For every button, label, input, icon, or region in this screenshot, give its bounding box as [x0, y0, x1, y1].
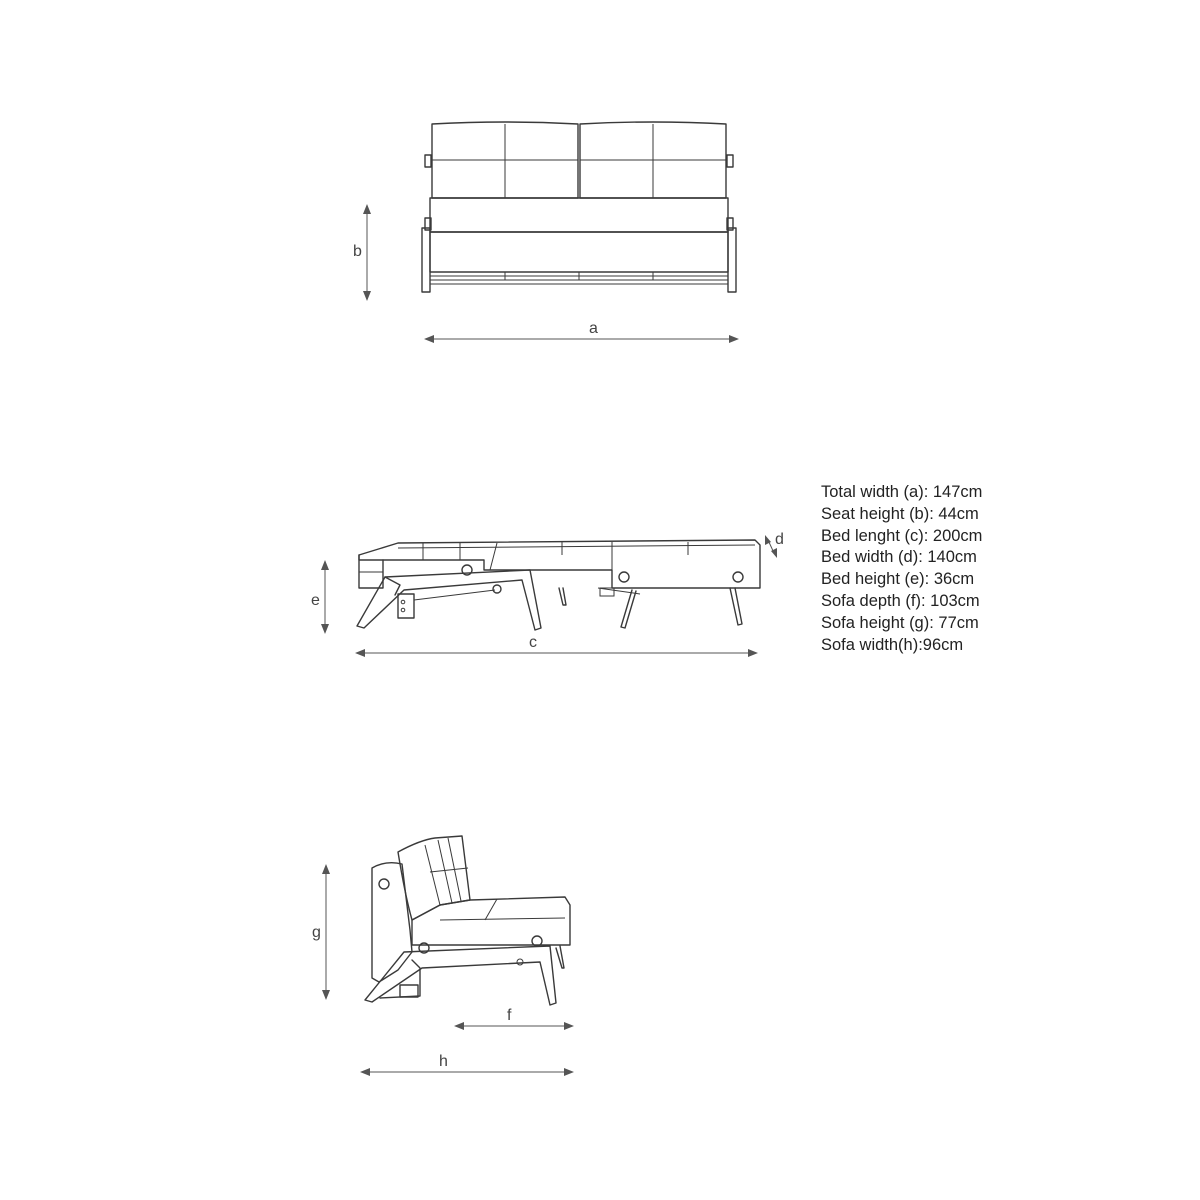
spec-sofa-depth: Sofa depth (f): 103cm — [821, 591, 980, 610]
sofa-frame — [365, 946, 556, 1005]
spec-seat-height: Seat height (b): 44cm — [821, 504, 979, 523]
dimension-label-h: h — [439, 1053, 448, 1070]
dimension-label-e: e — [311, 592, 320, 609]
sofa-seat — [412, 897, 570, 945]
bed-left-frame — [357, 570, 541, 630]
spec-bed-height: Bed height (e): 36cm — [821, 570, 975, 589]
left-leg — [422, 228, 430, 292]
dimension-label-c: c — [529, 634, 537, 651]
front-view-sofa — [353, 122, 739, 343]
spec-sofa-height: Sofa height (g): 77cm — [821, 613, 979, 632]
dimension-label-d: d — [775, 531, 784, 548]
dimension-label-f: f — [507, 1007, 512, 1024]
seat-front — [430, 232, 728, 272]
specification-list — [821, 482, 982, 656]
dimension-label-b: b — [353, 243, 362, 260]
side-view-sofa — [312, 836, 574, 1076]
bed-mattress — [359, 540, 760, 588]
spec-bed-length: Bed lenght (c): 200cm — [821, 526, 983, 545]
spec-total-width: Total width (a): 147cm — [821, 483, 983, 501]
dimension-label-g: g — [312, 924, 321, 941]
spec-sofa-width: Sofa width(h):96cm — [821, 635, 964, 654]
spec-bed-width: Bed width (d): 140cm — [821, 548, 977, 567]
sofa-backrest — [398, 836, 470, 920]
dimension-label-a: a — [589, 320, 598, 337]
sofa-armrest — [372, 863, 412, 982]
right-leg — [728, 228, 736, 292]
side-view-bed — [311, 531, 784, 657]
seat-cushion — [430, 198, 728, 232]
